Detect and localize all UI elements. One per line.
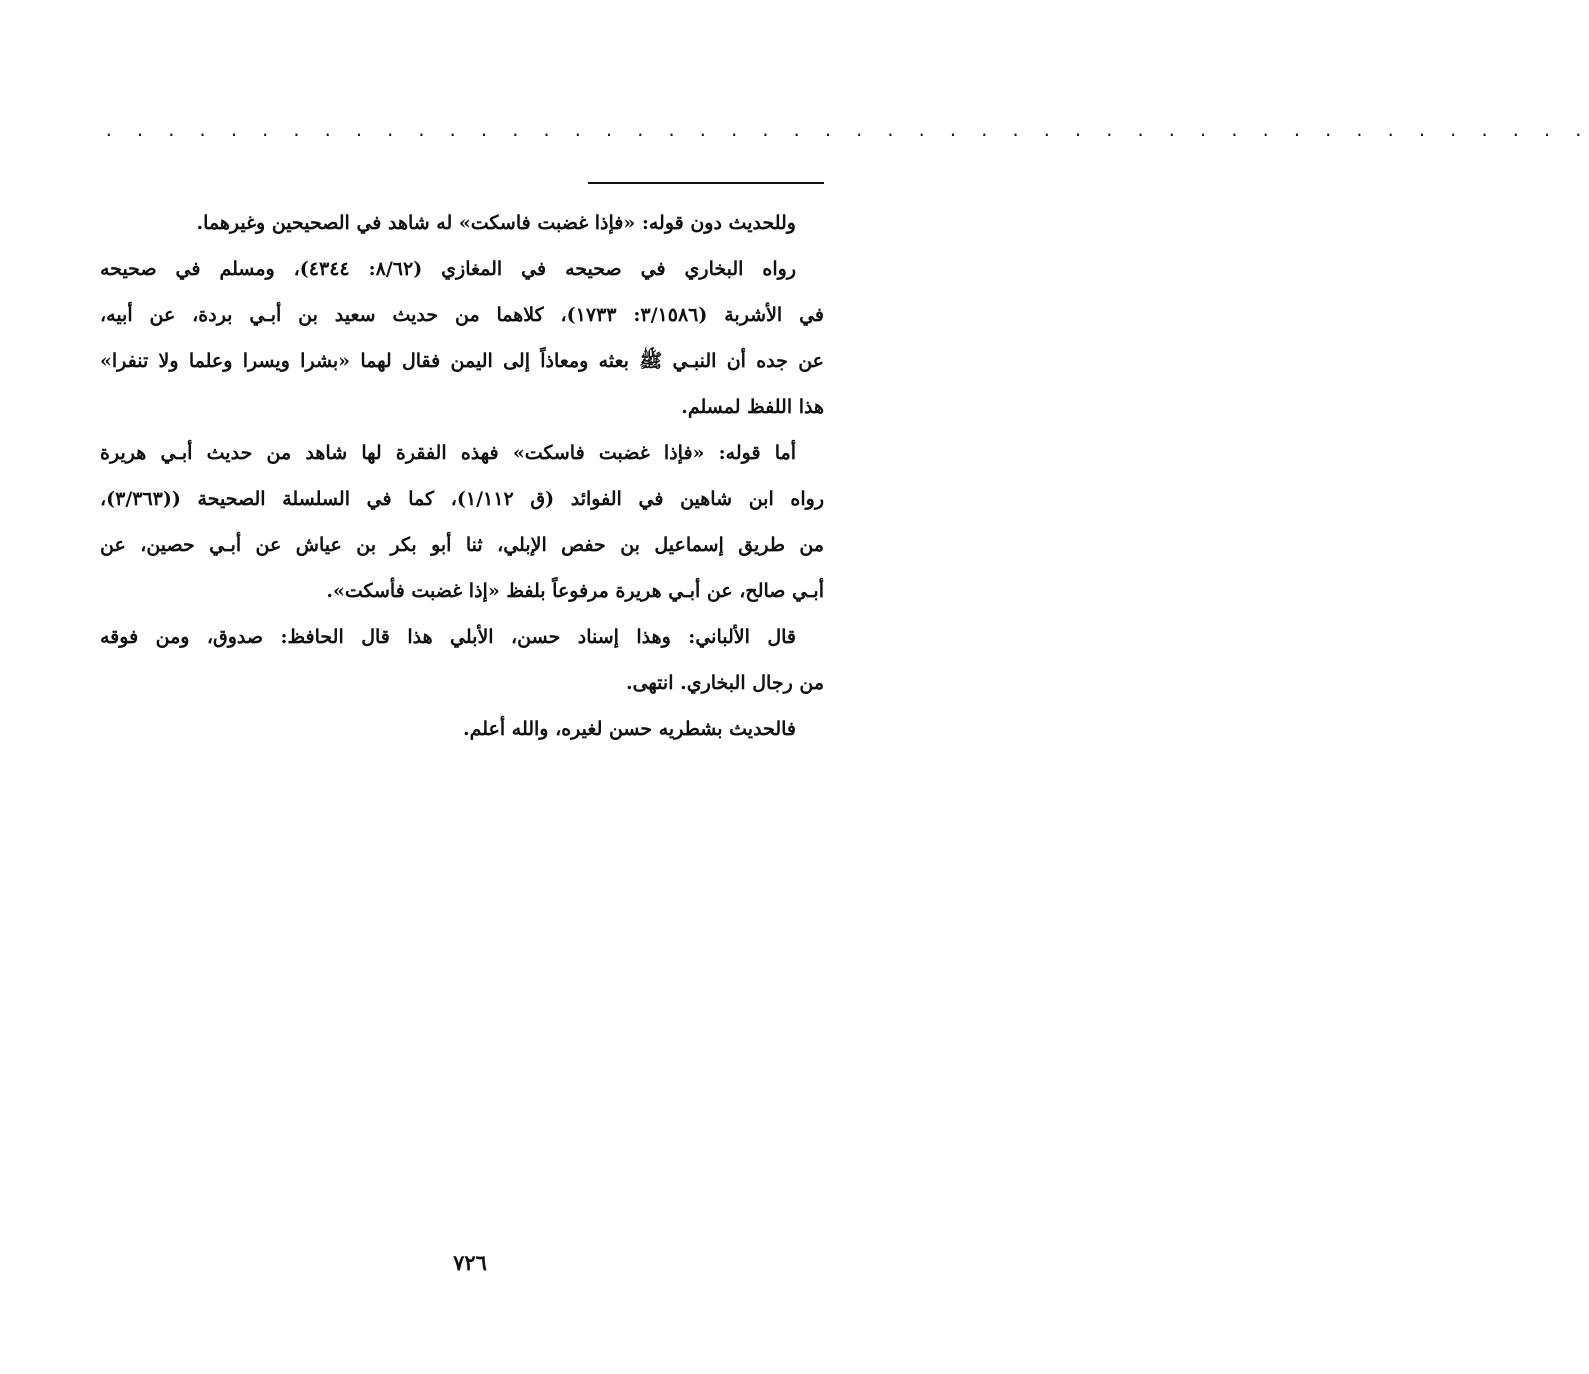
dotted-separator: . . . . . . . . . . . . . . . . . . . . . . . . . . . . . . . . . . . . . . . . . . . . . . . .	[104, 121, 1589, 140]
paragraph-ibn-shahin	[100, 430, 824, 614]
text-line: رواه ابن شاهين في الفوائد (ق ١/١١٢)، كما في السلسلة الصحيحة ((٣/٣٦٣)،	[100, 488, 824, 510]
text-line: رواه البخاري في صحيحه في المغازي (٨/٦٢: ٤٣٤٤)، ومسلم في صحيحه	[100, 258, 796, 280]
text-line: قال الألباني: وهذا إسناد حسن، الأبلي هذا قال الحافظ: صدوق، ومن فوقه	[100, 626, 796, 648]
text-line: فالحديث بشطريه حسن لغيره، والله أعلم.	[462, 718, 796, 740]
body-text	[100, 200, 824, 752]
text-line: من رجال البخاري. انتهى.	[625, 672, 824, 694]
text-line: أبـي صالح، عن أبـي هريرة مرفوعاً بلفظ «إذا غضبت فأسكت».	[326, 580, 824, 602]
footnote-rule	[588, 182, 824, 184]
paragraph-bukhari-muslim	[100, 246, 824, 430]
page-number: ٧٢٦	[453, 1250, 487, 1275]
text-line: عن جده أن النبـي ﷺ بعثه ومعاذاً إلى اليمن فقال لهما «بشرا ويسرا وعلما ولا تنفرا»	[100, 350, 824, 372]
text-line: هذا اللفظ لمسلم.	[681, 396, 824, 418]
text-line: من طريق إسماعيل بن حفص الإبلي، ثنا أبو بكر بن عياش عن أبـي حصين، عن	[100, 534, 824, 556]
paragraph-conclusion	[100, 706, 824, 752]
text-line: أما قوله: «فإذا غضبت فاسكت» فهذه الفقرة لها شاهد من حديث أبـي هريرة	[100, 442, 796, 464]
text-line: في الأشربة (٣/١٥٨٦: ١٧٣٣)، كلاهما من حديث سعيد بن أبـي بردة، عن أبيه،	[100, 304, 824, 326]
text-line: وللحديث دون قوله: «فإذا غضبت فاسكت» له شاهد في الصحيحين وغيرهما.	[196, 212, 796, 234]
paragraph-shahid-note	[100, 200, 824, 246]
paragraph-albani	[100, 614, 824, 706]
